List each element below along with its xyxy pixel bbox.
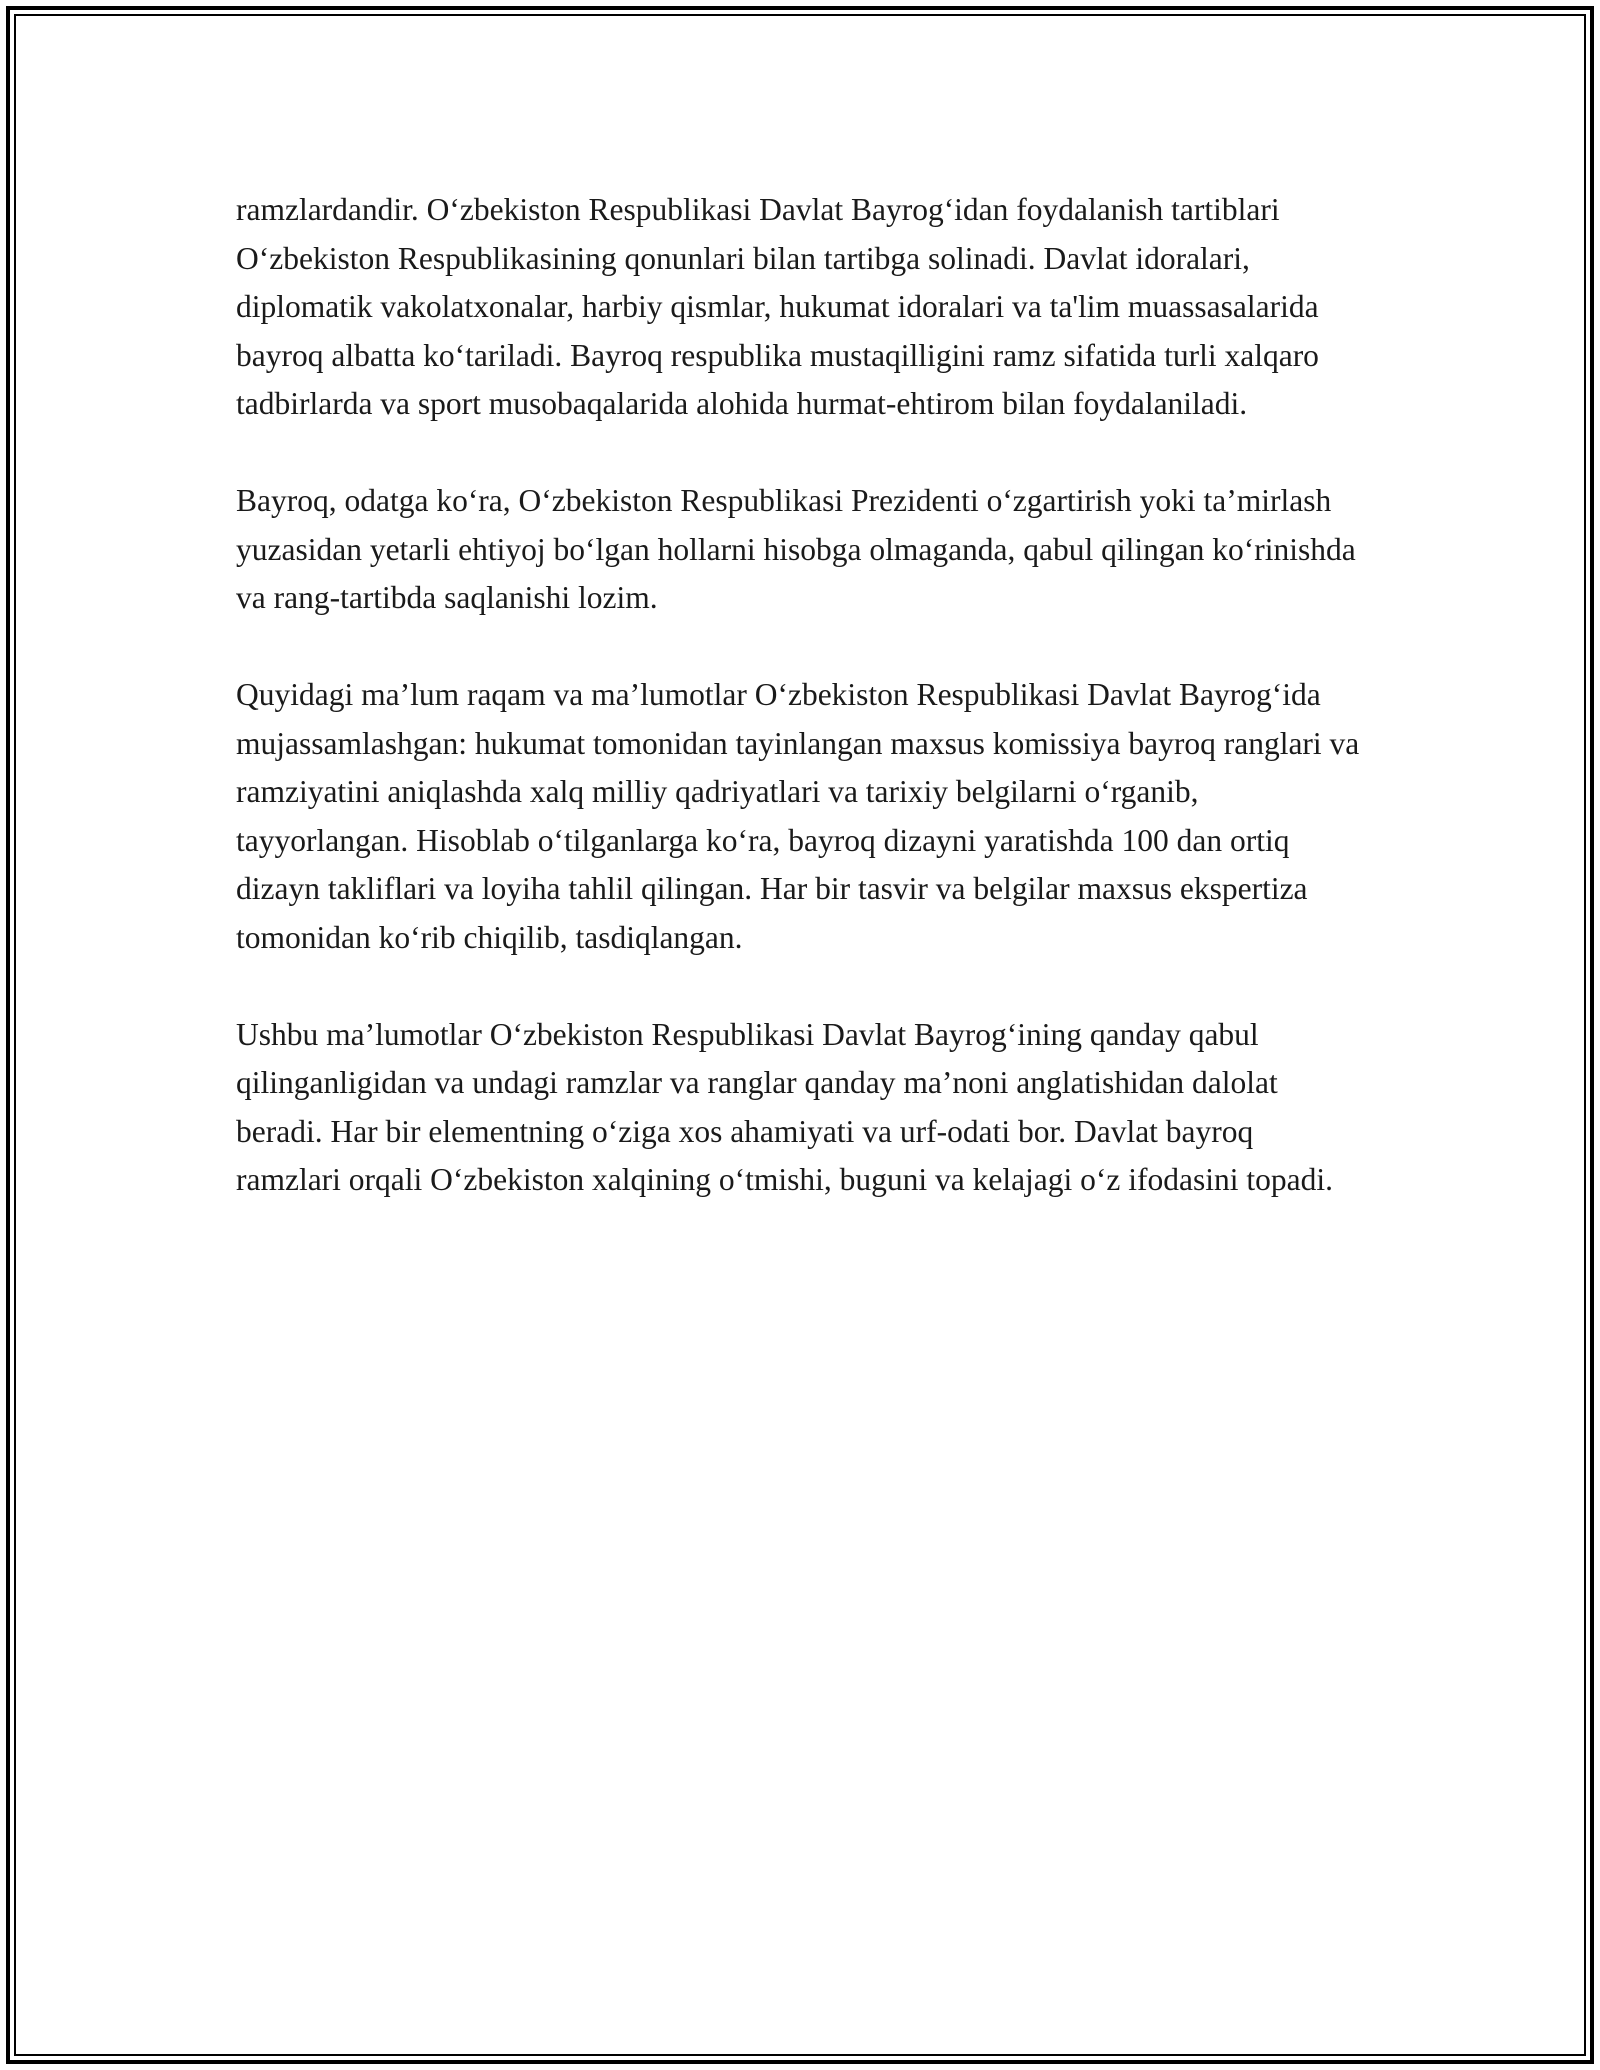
paragraph: Bayroq, odatga ko‘ra, O‘zbekiston Respublikasi Prezidenti o‘zgartirish yoki ta’mirlash yuzasidan yetarli ehtiyoj bo‘lgan hollarni hisobga olmaganda, qabul qilingan ko‘rinishda va rang-tartibda saqlanishi lozim. (236, 483, 1356, 615)
paragraph: Quyidagi ma’lum raqam va ma’lumotlar O‘zbekiston Respublikasi Davlat Bayrog‘ida mujassamlashgan: hukumat tomonidan tayinlangan maxsus komissiya bayroq ranglari va ramziyatini aniqlashda xalq milliy qadriyatlari va tarixiy belgilarni o‘rganib, tayyorlangan. Hisoblab o‘tilganlarga ko‘ra, bayroq dizayni yaratishda 100 dan ortiq dizayn takliflari va loyiha tahlil qilingan. Har bir tasvir va belgilar maxsus ekspertiza tomonidan ko‘rib chiqilib, tasdiqlangan. (236, 677, 1360, 955)
paragraph: Ushbu ma’lumotlar O‘zbekiston Respublikasi Davlat Bayrog‘ining qanday qabul qilinganligidan va undagi ramzlar va ranglar qanday ma’noni anglatishidan dalolat beradi. Har bir elementning o‘ziga xos ahamiyati va urf-odati bor. Davlat bayroq ramzlari orqali O‘zbekiston xalqining o‘tmishi, buguni va kelajagi o‘z ifodasini topadi. (236, 1016, 1333, 1197)
paragraph: ramzlardandir. O‘zbekiston Respublikasi Davlat Bayrog‘idan foydalanish tartiblari O‘zbekiston Respublikasining qonunlari bilan tartibga solinadi. Davlat idoralari, diplomatik vakolatxonalar, harbiy qismlar, hukumat idoralari va ta'lim muassasalarida bayroq albatta ko‘tariladi. Bayroq respublika mustaqilligini ramz sifatida turli xalqaro tadbirlarda va sport musobaqalarida alohida hurmat-ehtirom bilan foydalaniladi. (236, 192, 1319, 421)
document-body (236, 186, 1366, 1253)
